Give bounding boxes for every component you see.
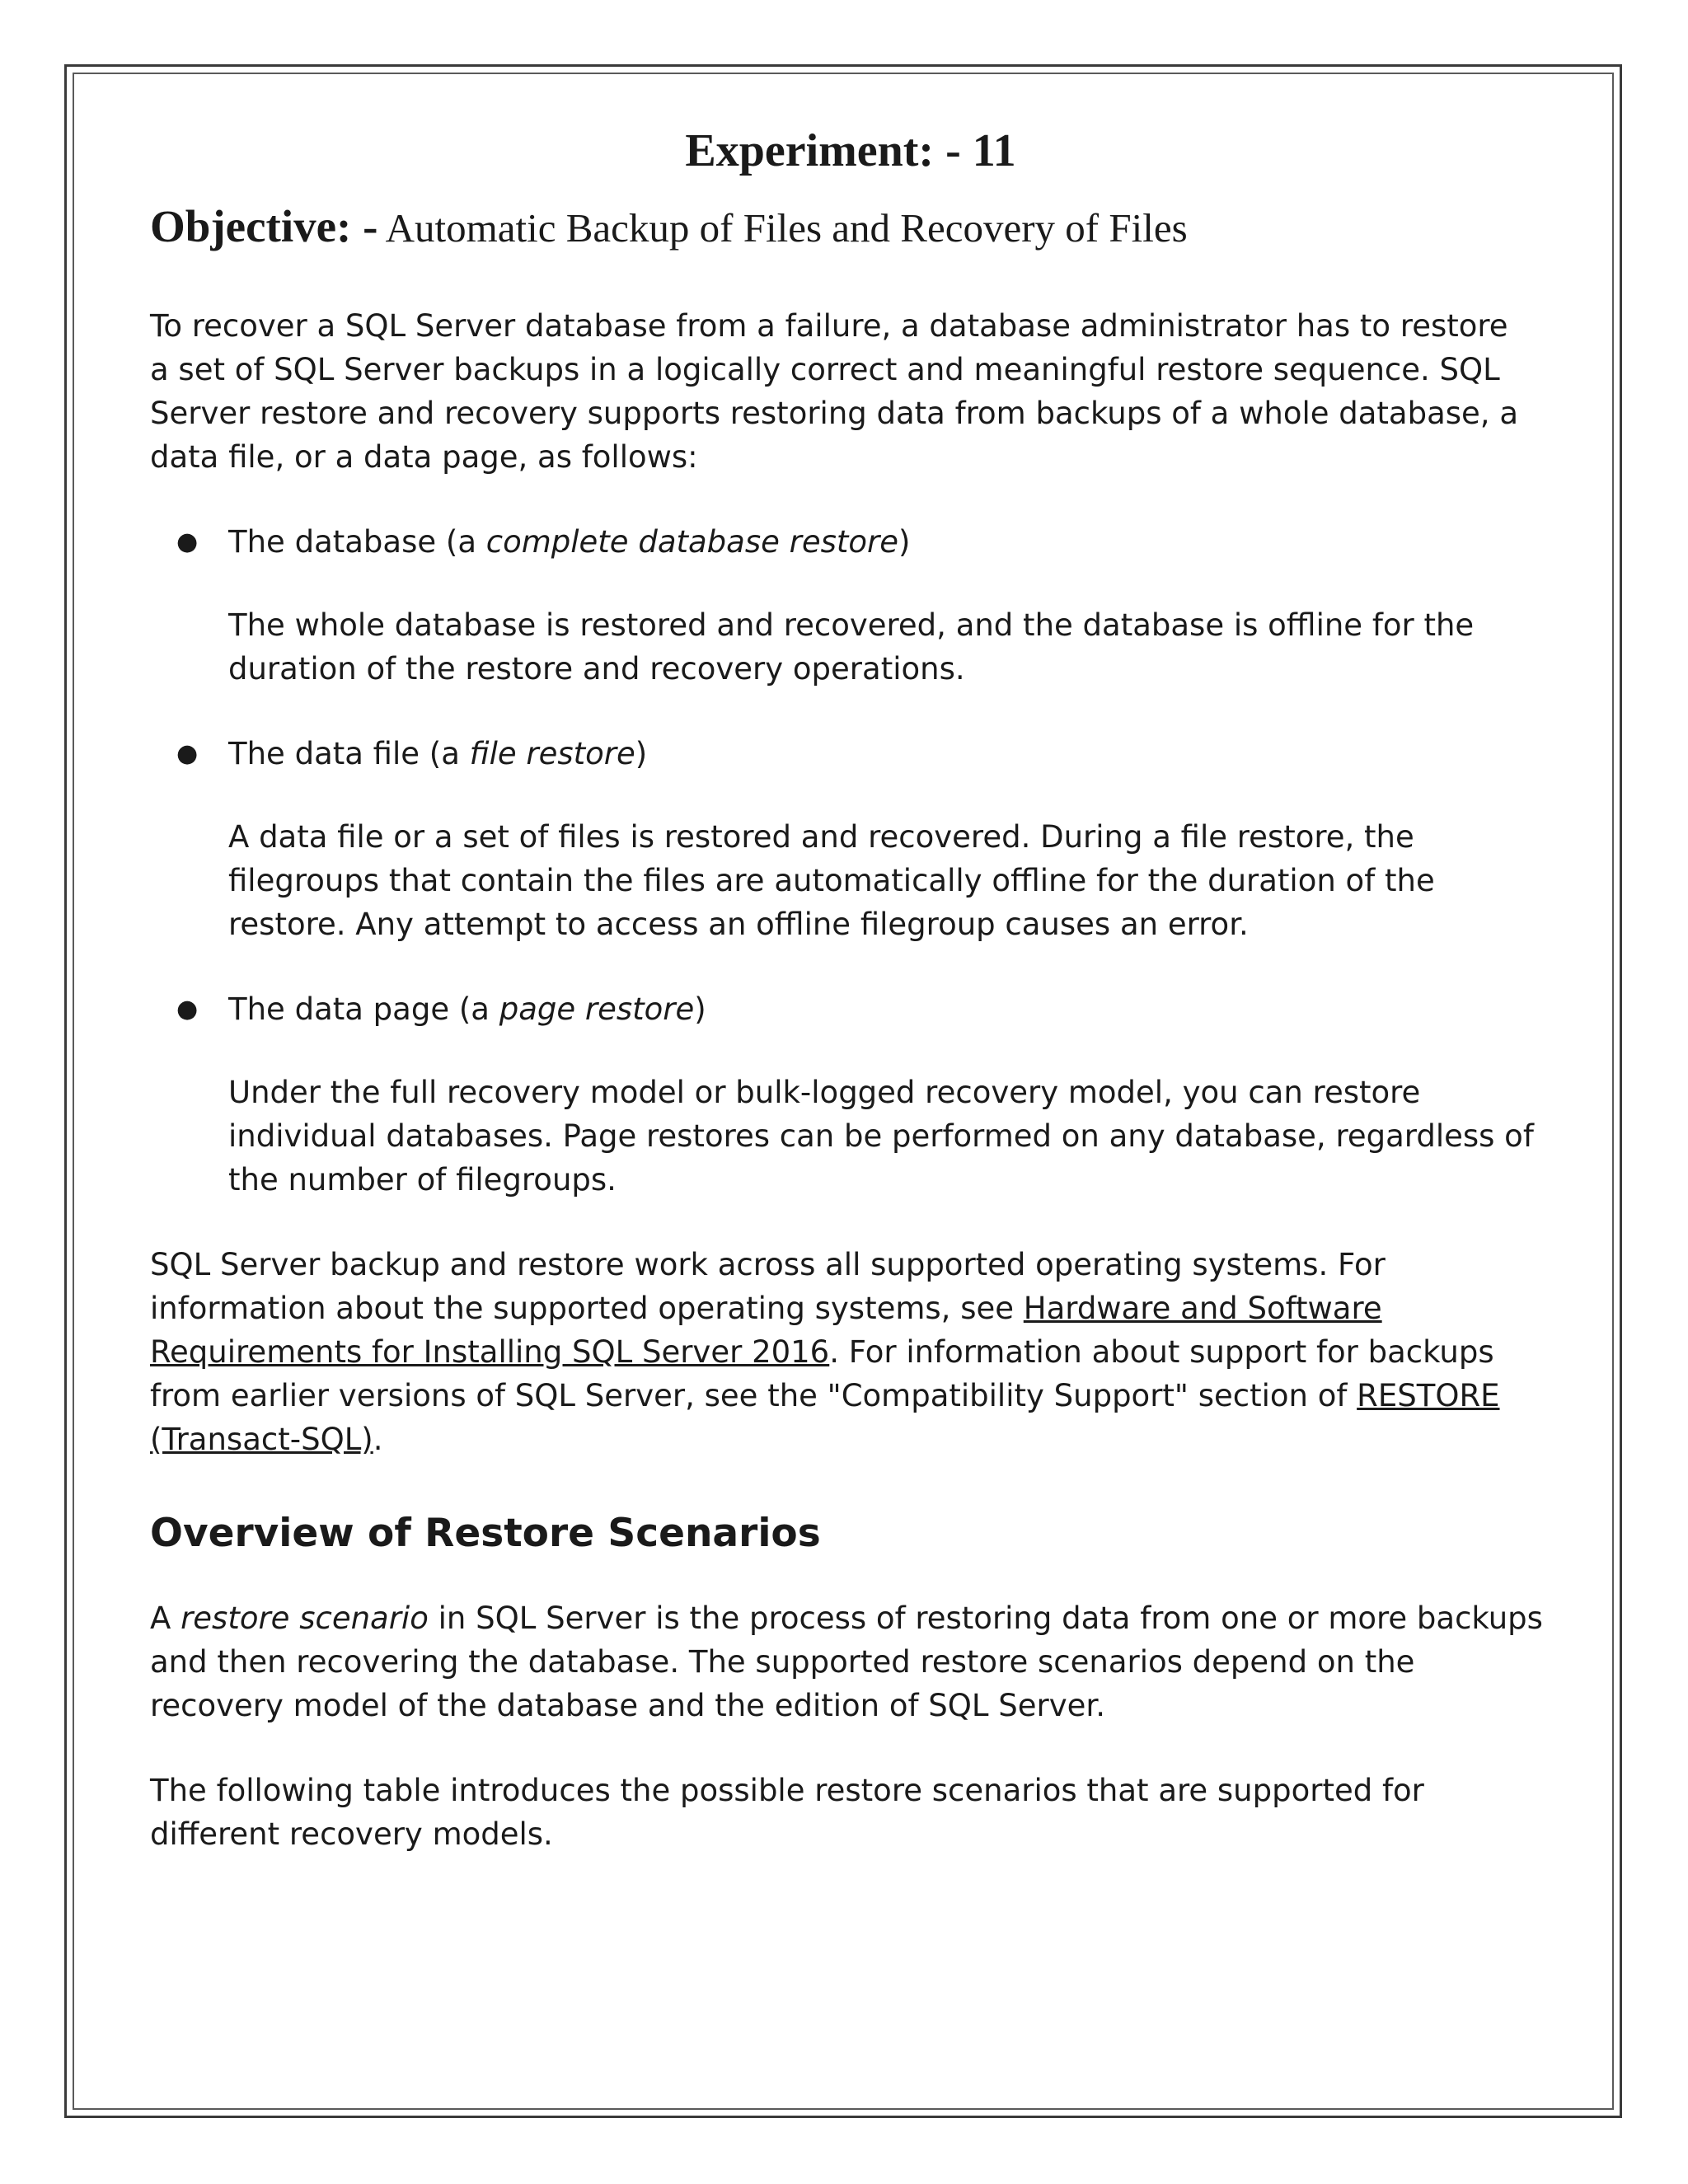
objective-text: Automatic Backup of Files and Recovery of Files	[385, 205, 1188, 251]
overview-heading: Overview of Restore Scenarios	[150, 1511, 821, 1556]
bullet-icon: ●	[176, 995, 199, 1024]
list-item-title: The data page (a page restore)	[228, 991, 706, 1027]
list-item-description: The whole database is restored and recovered, and the database is offline for the duration of the restore and recovery operations.	[228, 607, 1475, 687]
objective-label: Objective: -	[150, 201, 378, 251]
list-item	[150, 987, 1551, 1202]
list-item-description: Under the full recovery model or bulk-logged recovery model, you can restore individual databases. Page restores can be performed on any database, regardless of the number of filegroups.	[228, 1075, 1534, 1197]
experiment-title: Experiment: - 11	[685, 125, 1016, 176]
scenario-paragraph: A restore scenario in SQL Server is the process of restoring data from one or more backups and then recovering the database. The supported restore scenarios depend on the recovery model of the database and the edition of SQL Server.	[150, 1601, 1543, 1723]
table-intro-paragraph: The following table introduces the possible restore scenarios that are supported for different recovery models.	[150, 1773, 1424, 1852]
list-item-title: The data file (a file restore)	[228, 736, 648, 771]
bullet-icon: ●	[176, 527, 199, 556]
hardware-requirements-link[interactable]: Hardware and Software Requirements for Installing SQL Server 2016	[150, 1291, 1382, 1370]
list-item-description: A data file or a set of files is restored and recovered. During a file restore, the filegroups that contain the files are automatically offline for the duration of the restore. Any attempt to access an offline filegroup causes an error.	[228, 819, 1435, 942]
intro-paragraph: To recover a SQL Server database from a failure, a database administrator has to restore a set of SQL Server backups in a logically correct and meaningful restore sequence. SQL Server restore and recovery supports restoring data from backups of a whole database, a data file, or a data page, as follows:	[150, 308, 1518, 475]
list-item	[150, 520, 1551, 691]
list-item	[150, 732, 1551, 946]
objective-line	[150, 198, 1551, 261]
bullet-icon: ●	[176, 739, 199, 768]
restore-transact-sql-link[interactable]: RESTORE (Transact-SQL)	[150, 1378, 1500, 1457]
support-paragraph: SQL Server backup and restore work across all supported operating systems. For information about the supported operating systems, see Hardware and Software Requirements for Installing SQL Server 2016. For information about support for backups from earlier versions of SQL Server, see the "Compatibility Support" section of RESTORE (Transact-SQL).	[150, 1247, 1500, 1457]
restore-types-list	[150, 520, 1551, 1202]
list-item-title: The database (a complete database restore)	[228, 524, 911, 560]
document-body	[150, 99, 1551, 1856]
